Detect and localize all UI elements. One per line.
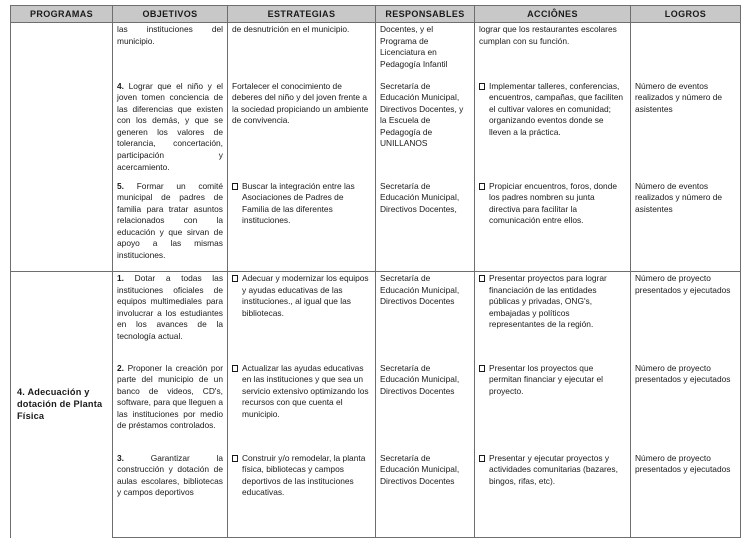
logro-cell xyxy=(631,452,741,538)
checkbox-bullet-icon xyxy=(479,365,485,372)
objetivo-text: las instituciones del municipio. xyxy=(117,24,223,46)
estrategia-text: Buscar la integración entre las Asociaciones de Padres de Familia de las diferentes instituciones. xyxy=(242,180,355,226)
table-row xyxy=(11,23,741,80)
estrategia-cell xyxy=(228,180,376,272)
objetivo-cell xyxy=(113,180,228,272)
header-programas: PROGRAMAS xyxy=(11,6,113,23)
logro-cell xyxy=(631,362,741,452)
table-row xyxy=(11,80,741,180)
table-row xyxy=(11,362,741,452)
header-responsables: RESPONSABLES xyxy=(376,6,475,23)
logro-text: Número de proyecto presentados y ejecutados xyxy=(635,273,731,295)
estrategia-cell xyxy=(228,23,376,80)
estrategia-bullet-row xyxy=(232,273,371,319)
accion-text: Implementar talleres, conferencias, encuentros, campañas, que faciliten el cultivar valores en comunidad; organizando eventos donde se lleven a la práctica. xyxy=(489,80,624,137)
responsables-text: Secretaría de Educación Municipal, Directivos Docentes xyxy=(380,362,460,396)
responsables-text: Secretaría de Educación Municipal, Directivos Docentes, xyxy=(380,180,460,214)
estrategia-cell xyxy=(228,80,376,180)
logro-cell xyxy=(631,272,741,362)
responsables-cell xyxy=(376,180,475,272)
objetivo-number: 2. xyxy=(117,362,124,373)
estrategia-text: de desnutrición en el municipio. xyxy=(232,24,350,34)
checkbox-bullet-icon xyxy=(232,365,238,372)
responsables-cell xyxy=(376,452,475,538)
objetivo-cell xyxy=(113,362,228,452)
programa-cell xyxy=(11,272,113,538)
logro-text: Número de proyecto presentados y ejecutados xyxy=(635,362,731,385)
estrategia-cell xyxy=(228,272,376,362)
header-logros: LOGROS xyxy=(631,6,741,23)
logro-cell xyxy=(631,80,741,180)
programa-cell-empty xyxy=(11,23,113,272)
accion-cell xyxy=(475,23,631,80)
objetivo-text: Garantizar la construcción y dotación de aulas escolares, bibliotecas y campos deportivos xyxy=(117,452,223,498)
responsables-text: Secretaría de Educación Municipal, Directivos Docentes xyxy=(380,273,460,307)
header-objetivos: OBJETIVOS xyxy=(113,6,228,23)
planning-table xyxy=(10,5,741,538)
objetivo-text: Formar un comité municipal de padres de familia para tratar asuntos relacionados con la educación y que sirvan de apoyo a las mismas instituciones. xyxy=(117,180,224,261)
responsables-cell xyxy=(376,23,475,80)
logro-text: Número de eventos realizados y número de asistentes xyxy=(635,180,723,214)
header-estrategias: ESTRATEGIAS xyxy=(228,6,376,23)
logro-cell xyxy=(631,23,741,80)
accion-text: Presentar los proyectos que permitan financiar y ejecutar el proyecto. xyxy=(489,362,604,396)
accion-cell xyxy=(475,80,631,180)
accion-cell xyxy=(475,452,631,538)
responsables-text: Docentes, y el Programa de Licenciatura en Pedagogía Infantil xyxy=(380,24,448,69)
estrategia-text: Actualizar las ayudas educativas en las instituciones y que sea un servicio extensivo optimizando los recursos con que cuenta el municipio. xyxy=(242,362,369,419)
objetivo-number: 4. xyxy=(117,80,124,91)
table-row xyxy=(11,452,741,538)
checkbox-bullet-icon xyxy=(232,183,238,190)
objetivo-text: Lograr que el niño y el joven tomen conciencia de las diferencias que existen con los demás, y que se generen los valores de tolerancia, concertación, participación y acercamiento. xyxy=(117,80,224,172)
responsables-cell xyxy=(376,362,475,452)
objetivo-number: 3. xyxy=(117,452,124,463)
objetivo-text: Proponer la creación por parte del municipio de un banco de videos, CD's, software, para que lleguen a las instituciones por medio de préstamos controlados. xyxy=(117,362,224,431)
accion-text: lograr que los restaurantes escolares cumplan con su función. xyxy=(479,24,617,46)
estrategia-bullet-row xyxy=(232,181,371,227)
accion-cell xyxy=(475,362,631,452)
checkbox-bullet-icon xyxy=(232,455,238,462)
estrategia-cell xyxy=(228,362,376,452)
accion-bullet-row xyxy=(479,181,626,227)
accion-cell xyxy=(475,272,631,362)
objetivo-number: 1. xyxy=(117,273,124,283)
checkbox-bullet-icon xyxy=(479,455,485,462)
estrategia-cell xyxy=(228,452,376,538)
accion-cell xyxy=(475,180,631,272)
accion-bullet-row xyxy=(479,453,626,488)
header-acciones: ACCIÔNES xyxy=(475,6,631,23)
programa-label: 4. Adecuación y dotación de Planta Física xyxy=(17,386,103,421)
accion-bullet-row xyxy=(479,273,626,331)
responsables-text: Secretaría de Educación Municipal, Directivos Docentes, y la Escuela de Pedagogía de UNILLANOS xyxy=(380,80,464,149)
accion-text: Presentar proyectos para lograr financiación de las entidades públicas y privadas, ONG's, embajadas y políticos representantes de la región. xyxy=(489,273,607,330)
logro-text: Número de eventos realizados y número de asistentes xyxy=(635,80,723,114)
responsables-cell xyxy=(376,80,475,180)
objetivo-number: 5. xyxy=(117,180,124,191)
checkbox-bullet-icon xyxy=(479,275,485,282)
responsables-text: Secretaría de Educación Municipal, Directivos Docentes xyxy=(380,452,460,486)
table-row xyxy=(11,180,741,272)
responsables-cell xyxy=(376,272,475,362)
objetivo-text: Dotar a todas las instituciones oficiales de equipos multimediales para involucrar a los estudiantes en los avances de la tecnología actual. xyxy=(117,273,224,341)
logro-cell xyxy=(631,180,741,272)
estrategia-text: Fortalecer el conocimiento de deberes del niño y del joven frente a la sociedad propiciando un ambiente de convivencia. xyxy=(232,80,369,126)
objetivo-cell xyxy=(113,452,228,538)
header-row xyxy=(11,6,741,23)
checkbox-bullet-icon xyxy=(479,83,485,90)
objetivo-cell xyxy=(113,23,228,80)
accion-bullet-row xyxy=(479,363,626,398)
logro-text: Número de proyecto presentados y ejecutados xyxy=(635,452,731,475)
accion-bullet-row xyxy=(479,81,626,139)
estrategia-bullet-row xyxy=(232,453,371,499)
accion-text: Propiciar encuentros, foros, donde los padres nombren su junta directiva para facilitar la comunicación entre ellos. xyxy=(489,180,618,226)
accion-text: Presentar y ejecutar proyectos y actividades comunitarias (bazares, bingos, rifas, etc). xyxy=(489,452,618,486)
estrategia-text: Adecuar y modernizar los equipos y ayudas educativas de las instituciones., al igual que las bibliotecas. xyxy=(242,273,369,318)
checkbox-bullet-icon xyxy=(479,183,485,190)
checkbox-bullet-icon xyxy=(232,275,238,282)
objetivo-cell xyxy=(113,80,228,180)
estrategia-bullet-row xyxy=(232,363,371,421)
objetivo-cell xyxy=(113,272,228,362)
estrategia-text: Construir y/o remodelar, la planta física, bibliotecas y campos deportivos de las instituciones educativas. xyxy=(242,452,366,498)
table-row xyxy=(11,272,741,362)
